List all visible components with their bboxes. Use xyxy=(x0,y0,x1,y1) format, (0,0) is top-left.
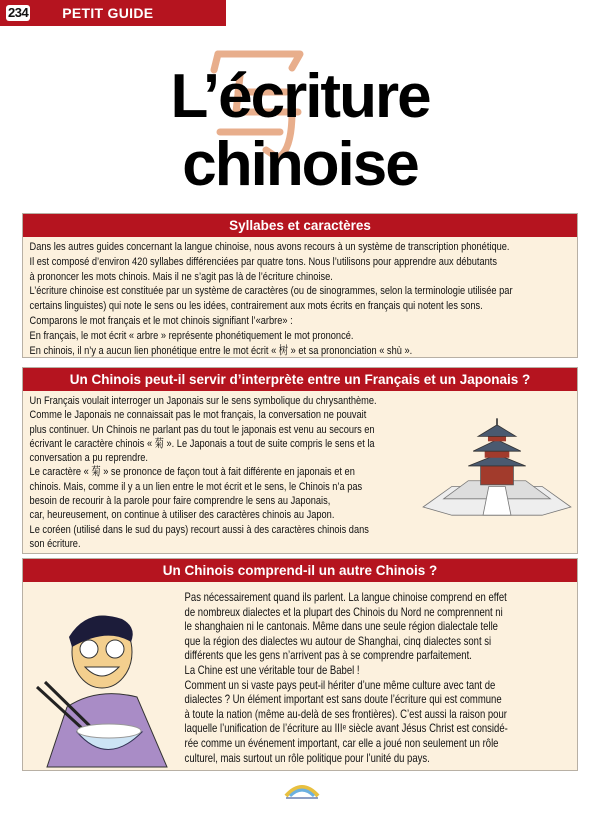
series-name: PETIT GUIDE xyxy=(62,5,154,21)
text-line: différents que les gens n’arrivent pas à se comprendre parfaitement. xyxy=(184,649,472,663)
text-line: besoin de recourir à la parole pour faire comprendre le sens au Japonais, xyxy=(29,495,331,508)
text-line: Le coréen (utilisé dans le sud du pays) recourt aussi à des caractères chinois dans xyxy=(29,523,369,536)
text-line: Il est composé d’environ 420 syllabes différenciées par quatre tons. Nous l’utilisons pour apprendre aux débutants xyxy=(29,255,497,268)
page-title-line-1: L’écriture xyxy=(170,62,430,131)
aedis-publisher-logo xyxy=(280,782,324,808)
text-line: En chinois, il n’y a aucun lien phonétique entre le mot écrit « 树 » et sa prononciation « shù ». xyxy=(29,344,413,357)
section-interpreter xyxy=(22,367,578,554)
text-line: car, heureusement, on continue à utiliser des caractères chinois au Japon. xyxy=(29,509,335,522)
text-line: dialectes ? Un élément important est sans doute l’écriture qui est commune xyxy=(184,693,502,707)
cartoon-man-eating-rice-illustration xyxy=(27,607,177,769)
text-line: que la région des dialectes wu autour de Shanghai, cinq dialectes sont si xyxy=(184,634,492,648)
section-syllables xyxy=(22,213,578,358)
section-heading: Un Chinois peut-il servir d’interprète entre un Français et un Japonais ? xyxy=(23,368,577,391)
text-line: Comparons le mot français et le mot chinois signifiant l’«arbre» : xyxy=(29,314,293,327)
section-body xyxy=(178,588,514,769)
text-line: rée comme un événement important, car elle a joué non seulement un rôle xyxy=(184,736,499,750)
section-body xyxy=(23,391,477,554)
temple-of-heaven-illustration xyxy=(419,408,575,528)
text-line: à toute la nation (même au-delà de ses frontières). C’est aussi la raison pour xyxy=(184,707,507,721)
text-line: L’écriture chinoise est constituée par un système de caractères (ou de sinogrammes, selon la terminologie utilisée par xyxy=(29,285,513,298)
text-line: Comment un si vaste pays peut-il hériter d’une même culture avec tant de xyxy=(184,678,496,692)
text-line: plus continuer. Un Chinois ne parlant pas du tout le japonais est venu au secours en xyxy=(29,423,375,436)
text-line: à prononcer les mots chinois. Mais il ne s’agit pas là de l’écriture chinoise. xyxy=(29,270,333,283)
text-line: culturel, mais surtout un rôle politique pour l’unité du pays. xyxy=(184,751,430,765)
text-line: Un Français voulait interroger un Japonais sur le sens symbolique du chrysanthème. xyxy=(29,395,377,407)
page-number: 234 xyxy=(8,5,29,20)
text-line: laquelle l’unification de l’écriture au IIIᵉ siècle avant Jésus Christ est considé- xyxy=(184,722,508,736)
text-line: écrivant le caractère chinois « 菊 ». Le Japonais a tout de suite compris le sens et la xyxy=(29,437,375,450)
text-line: le shanghaien ni le cantonais. Même dans une seule région dialectale telle xyxy=(184,620,498,634)
text-line: Dans les autres guides concernant la langue chinoise, nous avons recours à un système de transcription phonétique. xyxy=(29,241,510,253)
page-title-line-2: chinoise xyxy=(182,130,418,199)
text-line: Comme le Japonais ne connaissait pas le mot français, la conversation ne pouvait xyxy=(29,409,367,422)
text-line: conversation a pu reprendre. xyxy=(29,452,149,465)
text-line: chinois. Mais, comme il y a un lien entre le mot écrit et le sens, le Chinois n’a pas xyxy=(29,480,363,493)
text-line: certains linguistes) qui note le sens ou les idées, contrairement aux mots écrits en français qui notent les sons. xyxy=(29,300,483,313)
section-body xyxy=(23,237,513,361)
text-line: En français, le mot écrit « arbre » représente phonétiquement le mot prononcé. xyxy=(29,329,354,342)
series-header-bar xyxy=(0,0,226,26)
text-line: de nombreux dialectes et la plupart des Chinois du Nord ne comprennent ni xyxy=(184,605,503,619)
text-line: La Chine est une véritable tour de Babel ! xyxy=(184,663,360,677)
section-heading: Syllabes et caractères xyxy=(23,214,577,237)
text-line: son écriture. xyxy=(29,537,81,550)
section-dialects xyxy=(22,558,578,771)
text-line: Pas nécessairement quand ils parlent. La langue chinoise comprend en effet xyxy=(184,591,507,604)
text-line: Le caractère « 菊 » se prononce de façon tout à fait différente en japonais et en xyxy=(29,466,355,479)
section-heading: Un Chinois comprend-il un autre Chinois ? xyxy=(23,559,577,582)
